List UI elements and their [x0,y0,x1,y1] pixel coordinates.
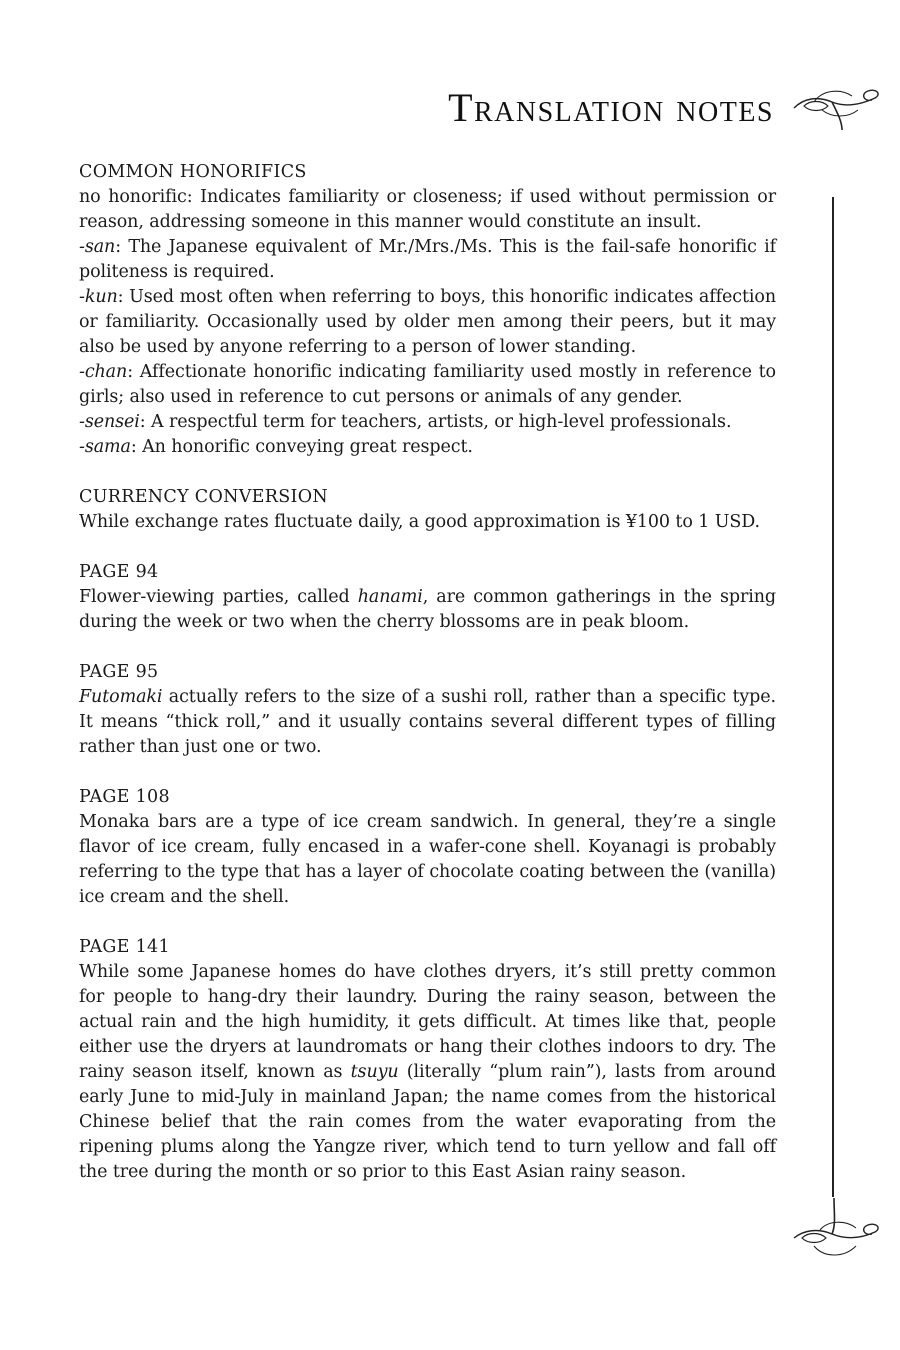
section-page-108 [79,785,776,910]
honorific-term: -chan [79,362,128,382]
honorific-text: : A respectful term for teachers, artists, or high-level professionals. [139,412,732,432]
note-text: While exchange rates fluctuate daily, a good approximation is ¥100 to 1 USD. [79,512,761,532]
section-page-95 [79,660,776,760]
section-common-honorifics [79,160,776,460]
note-paragraph [79,810,776,910]
honorific-entry [79,360,776,410]
note-text: While some Japanese homes do have clothes dryers, it’s still pretty common for people to hang-dry their laundry. During the rainy season, between the actual rain and the high humidity, it gets difficult. At times like that, people either use the dryers at laundromats or hang their clothes indoors to dry. The rainy season itself, known as [79,962,776,1082]
note-text: Monaka bars are a type of ice cream sandwich. In general, they’re a single flavor of ice cream, fully encased in a wafer-cone shell. Koyanagi is probably referring to the type that has a layer of chocolate coating between the (vanilla) ice cream and the shell. [79,812,776,907]
section-page-94 [79,560,776,635]
vertical-rule [832,197,834,1197]
section-heading: PAGE 108 [79,787,170,807]
section-currency-conversion [79,485,776,535]
honorific-text: : Used most often when referring to boys, this honorific indicates affection or familiarity. Occasionally used by older men among their peers, but it may also be used by anyone referring to a person of lower standing. [79,287,776,357]
section-heading: PAGE 95 [79,662,159,682]
note-paragraph [79,685,776,760]
note-term: Futomaki [79,687,163,707]
honorific-entry [79,285,776,360]
honorific-text: no honorific: Indicates familiarity or closeness; if used without permission or reason, addressing someone in this manner would constitute an insult. [79,187,776,232]
honorific-text: : An honorific conveying great respect. [130,437,473,457]
section-page-141 [79,935,776,1185]
section-heading: CURRENCY CONVERSION [79,487,328,507]
note-paragraph [79,960,776,1185]
note-term: tsuyu [350,1062,399,1082]
honorific-entry [79,185,776,235]
section-heading: COMMON HONORIFICS [79,162,307,182]
note-term: hanami [357,587,423,607]
note-paragraph [79,585,776,635]
honorific-term: -san [79,237,116,257]
honorific-term: -sama [79,437,131,457]
note-text: actually refers to the size of a sushi roll, rather than a specific type. It means “thick roll,” and it usually contains several different types of filling rather than just one or two. [79,687,776,757]
bottom-flourish-icon [792,1196,882,1266]
section-heading: PAGE 141 [79,937,170,957]
note-paragraph [79,510,776,535]
honorific-text: : Affectionate honorific indicating familiarity used mostly in reference to girls; also used in reference to cut persons or animals of any gender. [79,362,776,407]
honorific-text: : The Japanese equivalent of Mr./Mrs./Ms. This is the fail-safe honorific if politeness is required. [79,237,776,282]
page-title: Translation notes [448,85,774,130]
honorific-entry [79,435,776,460]
honorific-entry [79,410,776,435]
honorific-term: -sensei [79,412,140,432]
note-text: , are common gatherings in the spring during the week or two when the cherry blossoms are in peak bloom. [79,587,776,632]
honorific-term: -kun [79,287,118,307]
notes-content [79,160,776,1210]
note-text: (literally “plum rain”), lasts from around early June to mid-July in mainland Japan; the name comes from the historical Chinese belief that the rain comes from the water evaporating from the ripening plums along the Yangze river, which tend to turn yellow and fall off the tree during the month or so prior to this East Asian rainy season. [79,1062,776,1182]
top-flourish-icon [792,82,882,132]
honorific-entry [79,235,776,285]
note-text: Flower-viewing parties, called [79,587,358,607]
section-heading: PAGE 94 [79,562,159,582]
